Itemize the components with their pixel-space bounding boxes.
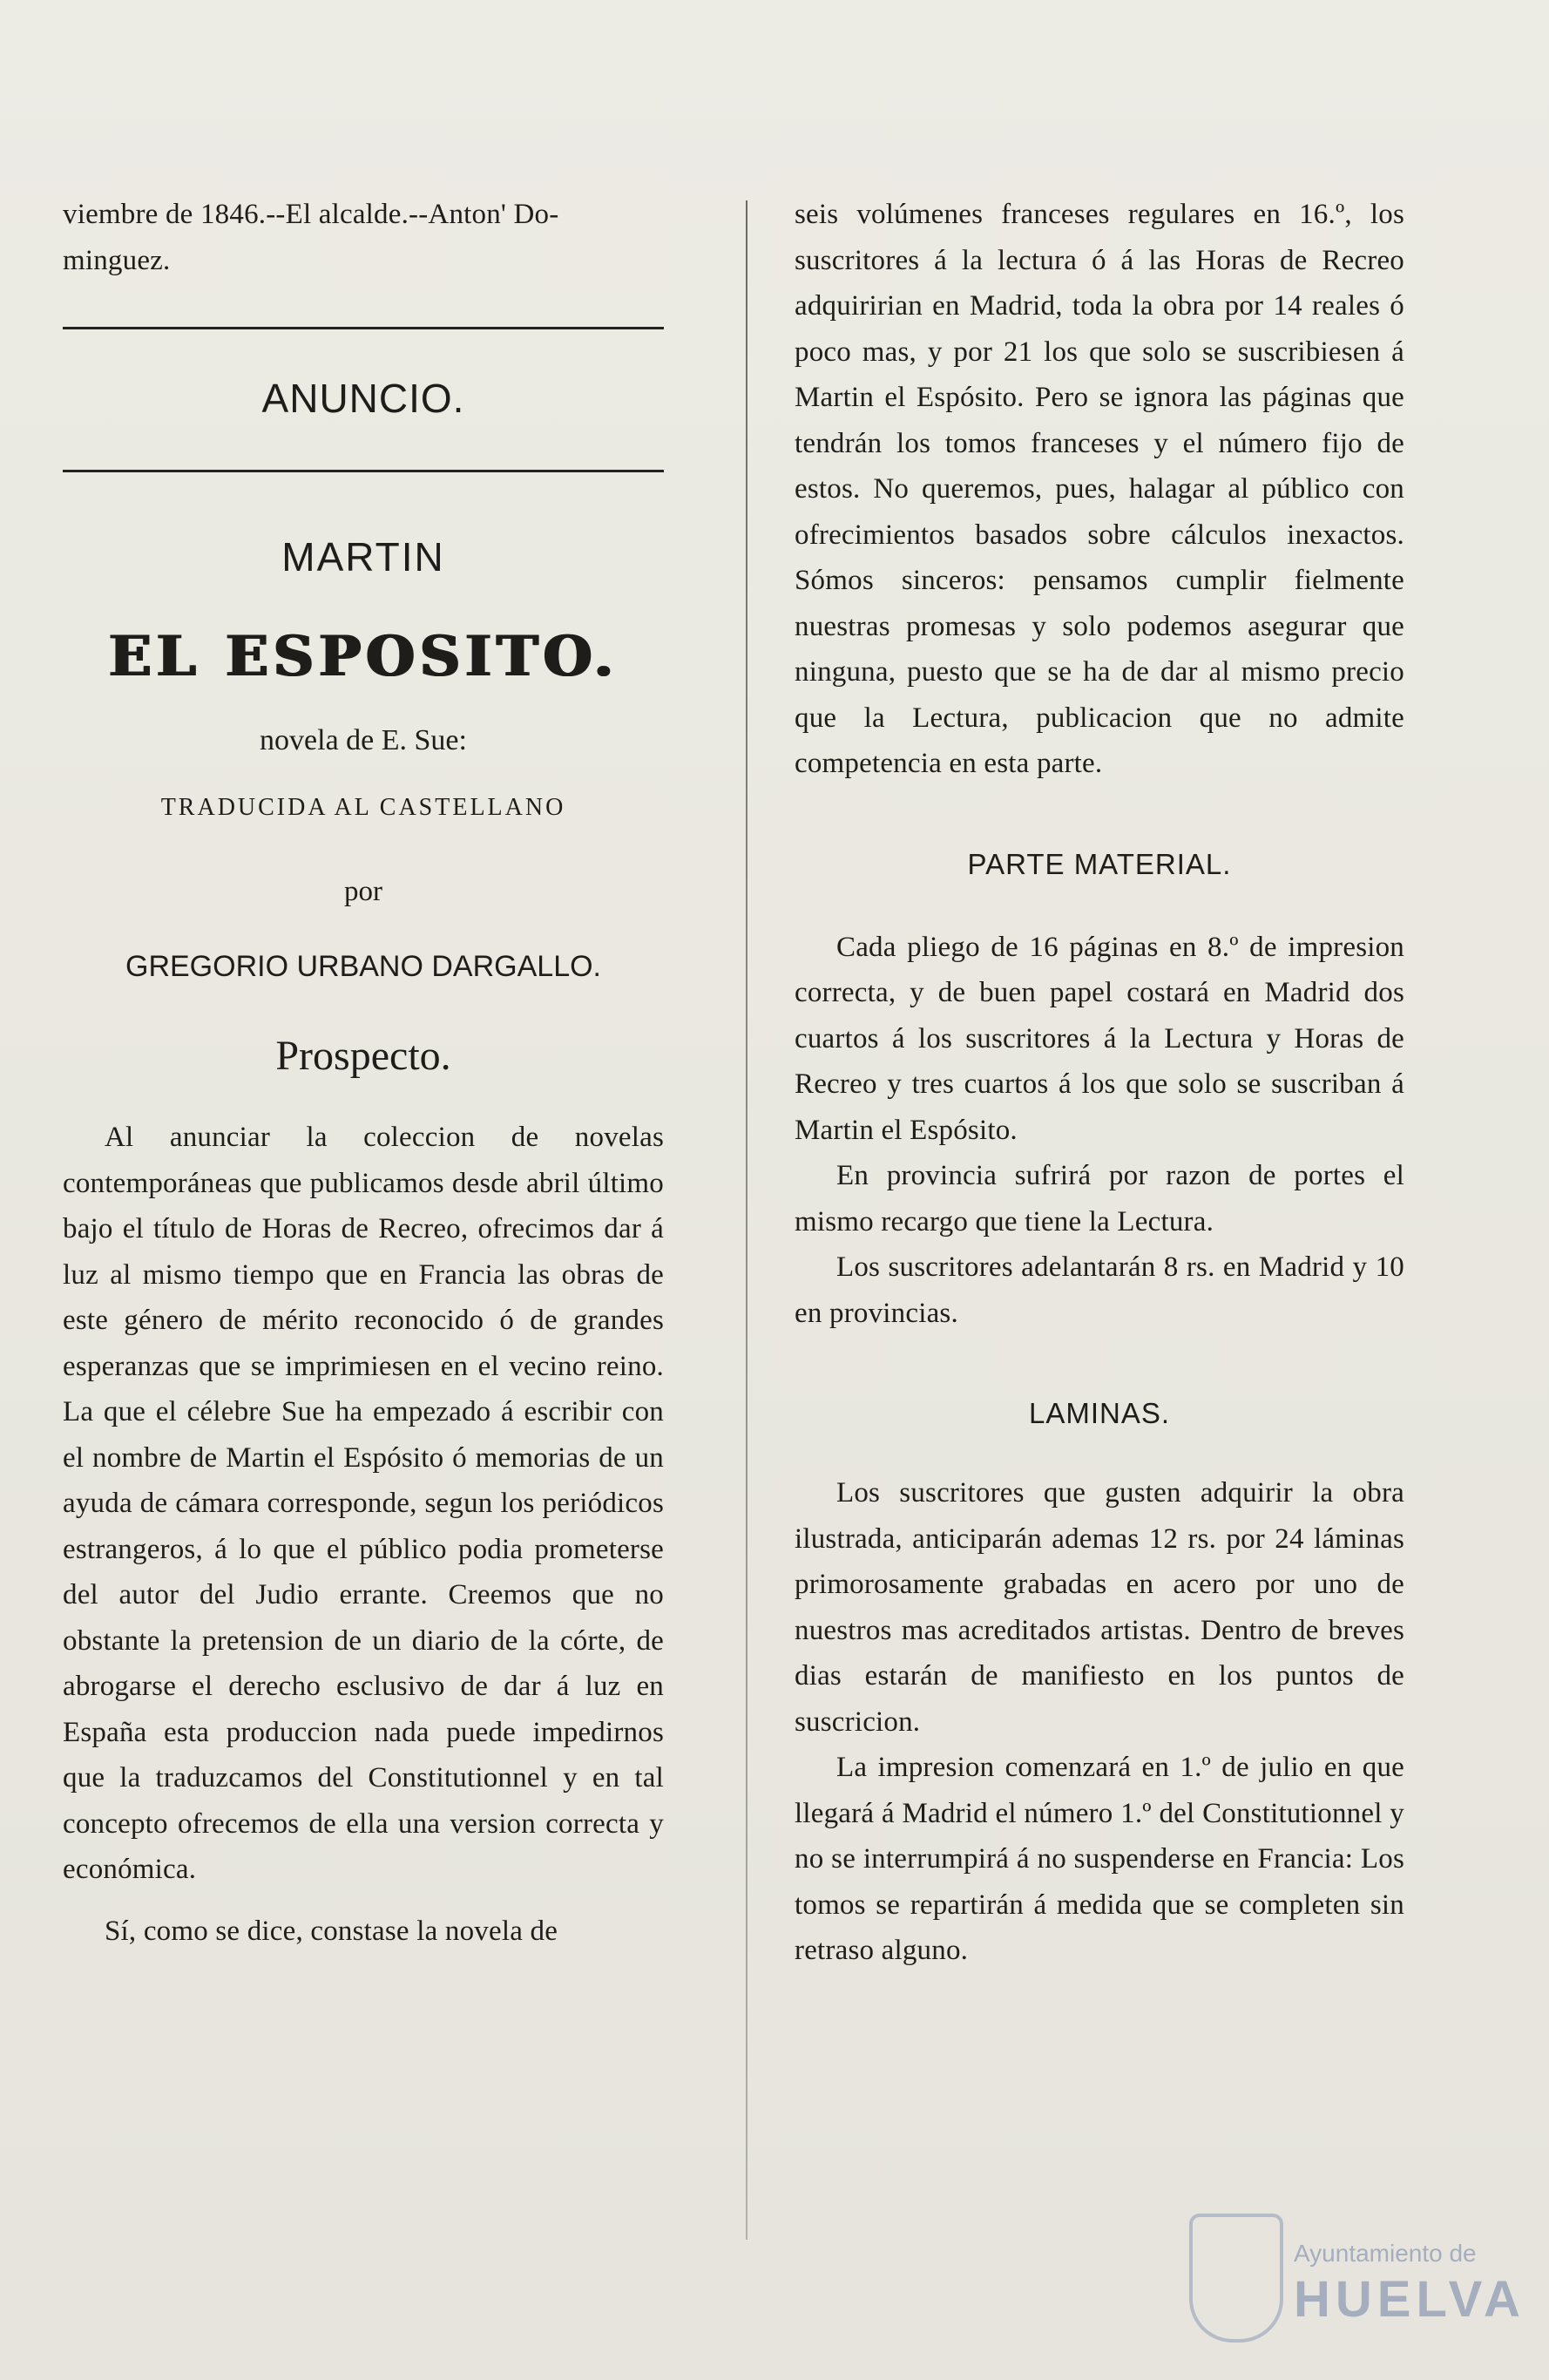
laminas-paragraph-1: Los suscritores que gusten adquirir la obra ilustrada, anticiparán ademas 12 rs. por 24 láminas primorosamente grabadas en acero por uno de nuestros mas acreditados artistas. Dentro de breves dias estarán de manifiesto en los puntos de suscricion. — [795, 1477, 1404, 1738]
right-column — [795, 192, 1404, 1974]
huelva-watermark-logo — [1189, 2214, 1525, 2344]
esposito-title: EL ESPOSITO. — [108, 624, 619, 689]
rule-above-anuncio — [63, 327, 664, 329]
traducida-line: TRADUCIDA AL CASTELLANO — [160, 794, 566, 821]
parte-material-paragraph-3: Los suscritores adelantarán 8 rs. en Madrid y 10 en provincias. — [795, 1251, 1404, 1329]
laminas-heading: LAMINAS. — [1028, 1397, 1171, 1429]
prospecto-paragraph-1: Al anunciar la coleccion de novelas contemporáneas que publicamos desde abril último bajo el título de Horas de Recreo, ofrecimos dar á luz al mismo tiempo que en Francia las obras de este género de mérito reconocido ó de grandes esperanzas que se imprimiesen en el vecino reino. La que el célebre Sue ha empezado á escribir con el nombre de Martin el Espósito ó memorias de un ayuda de cámara corresponde, segun los periódicos estrangeros, á lo que el público podia prometerse del autor del Judio errante. Creemos que no obstante la pretension de un diario de la córte, de abrogarse el derecho esclusivo de dar á luz en España esta produccion nada puede impedirnos que la traduzcamos del Constitutionnel y en tal concepto ofrecemos de ella una version correcta y económica. — [63, 1122, 664, 1885]
shield-icon — [1189, 2214, 1283, 2343]
parte-material-paragraph-1: Cada pliego de 16 páginas en 8.º de impresion correcta, y de buen papel costará en Madrid dos cuartos á los suscritores á la Lectura y Horas de Recreo y tres cuartos á los que solo se suscriban á Martin el Espósito. — [795, 931, 1404, 1146]
anuncio-heading: ANUNCIO. — [261, 376, 465, 421]
parte-material-paragraph-2: En provincia sufrirá por razon de portes el mismo recargo que tiene la Lectura. — [795, 1160, 1404, 1237]
laminas-paragraph-2: La impresion comenzará en 1.º de julio en que llegará á Madrid el número 1.º del Constitutionnel y no se interrumpirá á no suspenderse en Francia: Los tomos se repartirán á medida que se completen sin retraso alguno. — [795, 1752, 1404, 1966]
left-top-line-2: minguez. — [63, 244, 171, 276]
por-line: por — [344, 876, 382, 907]
column-divider — [746, 200, 747, 2240]
watermark-line-1: Ayuntamiento de — [1294, 2240, 1477, 2267]
author-line: GREGORIO URBANO DARGALLO. — [125, 950, 601, 983]
rule-below-anuncio — [63, 470, 664, 472]
parte-material-heading: PARTE MATERIAL. — [967, 847, 1232, 880]
left-column — [63, 192, 664, 1954]
novela-line: novela de E. Sue: — [260, 724, 467, 756]
martin-title: MARTIN — [281, 534, 445, 580]
prospecto-heading: Prospecto. — [275, 1033, 451, 1079]
prospecto-paragraph-2: Sí, como se dice, constase la novela de — [105, 1915, 558, 1947]
watermark-line-2: HUELVA — [1294, 2271, 1525, 2328]
right-paragraph-1: seis volúmenes franceses regulares en 16.º, los suscritores á la lectura ó á las Horas de Recreo adquiririan en Madrid, toda la obra por 14 reales ó poco mas, y por 21 los que solo se suscribiesen á Martin el Espósito. Pero se ignora las páginas que tendrán los tomos franceses y el número fijo de estos. No queremos, pues, halagar al público con ofrecimientos basados sobre cálculos inexactos. Sómos sinceros: pensamos cumplir fielmente nuestras promesas y solo podemos asegurar que ninguna, puesto que se ha de dar al mismo precio que la Lectura, publicacion que no admite competencia en esta parte. — [795, 199, 1404, 779]
left-top-line-1: viembre de 1846.--El alcalde.--Anton' Do- — [63, 199, 559, 230]
